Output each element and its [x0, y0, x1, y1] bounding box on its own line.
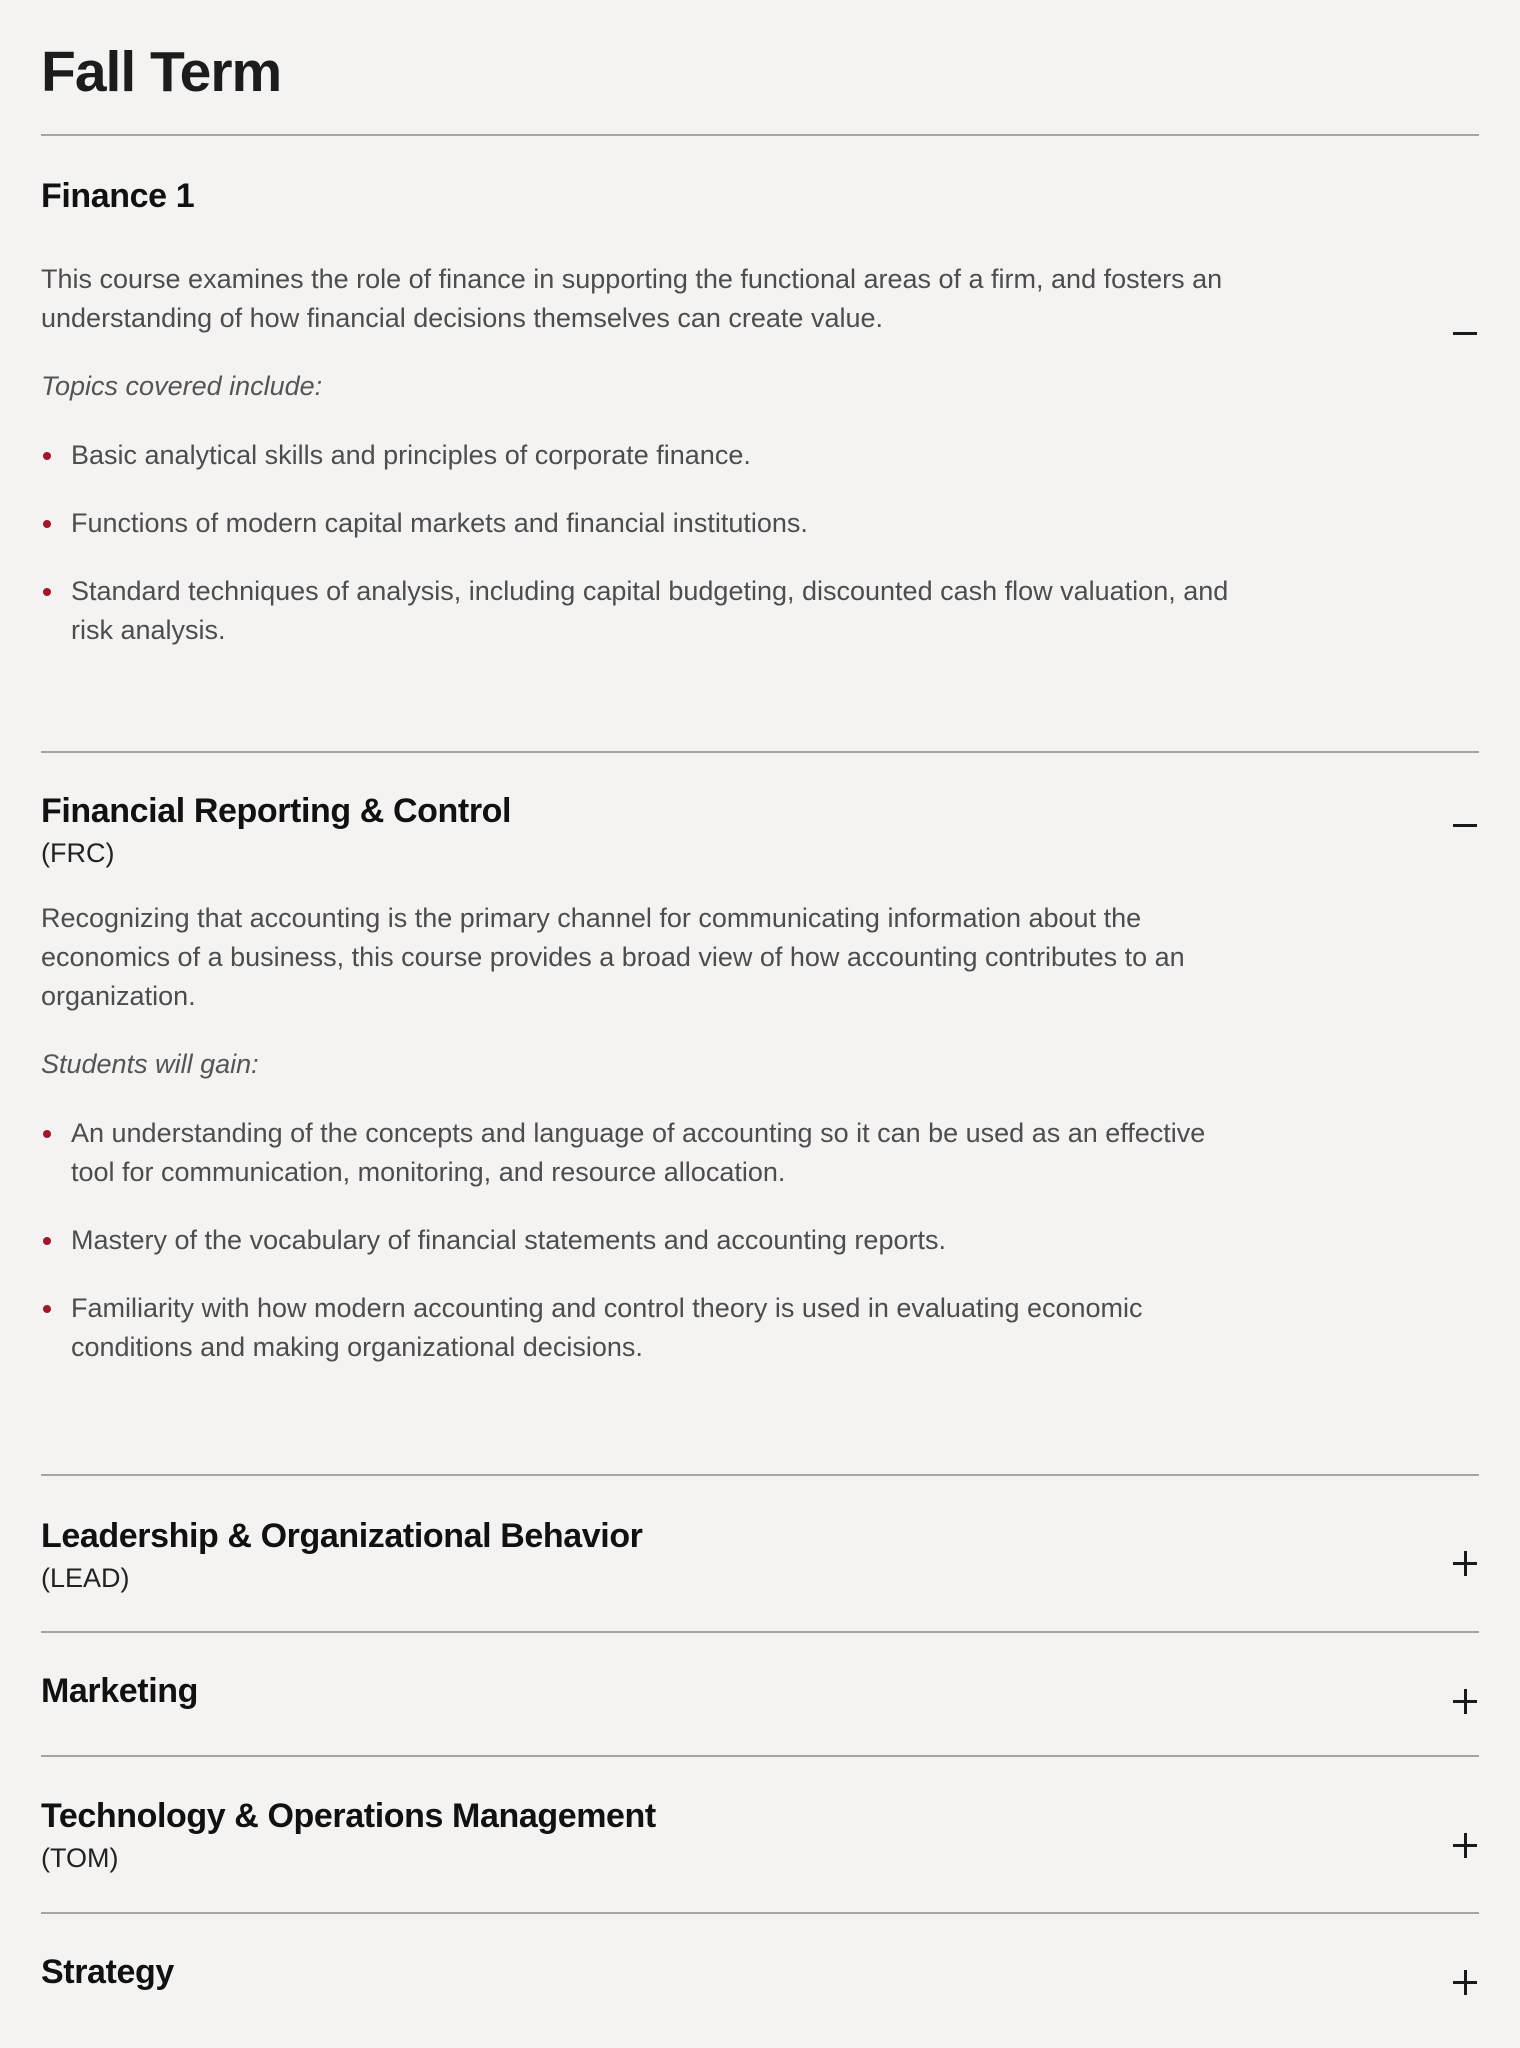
bullet-icon [43, 1305, 51, 1313]
course-header-marketing[interactable] [41, 1633, 1479, 1711]
course-technology-operations-management [41, 1757, 1479, 1912]
course-body [41, 899, 1251, 1367]
minus-icon[interactable] [1453, 321, 1479, 347]
list-item: Standard techniques of analysis, including capital budgeting, discounted cash flow valuation, and risk analysis. [41, 572, 1251, 650]
course-header-tom[interactable] [41, 1757, 1479, 1876]
course-title: Financial Reporting & Control [41, 792, 512, 830]
course-points [41, 436, 1251, 650]
course-points [41, 1114, 1251, 1367]
course-header-finance-1[interactable] [41, 136, 1479, 216]
course-description: Recognizing that accounting is the primary channel for communicating information about the economics of a business, this course provides a broad view of how accounting contributes to an organization. [41, 903, 1185, 1011]
course-header-strategy[interactable] [41, 1914, 1479, 1992]
list-item: Functions of modern capital markets and financial institutions. [41, 504, 1251, 543]
bullet-icon [43, 588, 51, 596]
bullet-icon [43, 1130, 51, 1138]
course-finance-1 [41, 136, 1479, 751]
course-strategy [41, 1914, 1479, 2024]
course-title: Strategy [41, 1953, 174, 1991]
bullet-icon [43, 452, 51, 460]
list-item: Familiarity with how modern accounting and control theory is used in evaluating economic conditions and making organizational decisions. [41, 1289, 1251, 1367]
plus-icon[interactable] [1453, 1833, 1479, 1859]
plus-icon[interactable] [1453, 1970, 1479, 1996]
course-description: This course examines the role of finance in supporting the functional areas of a firm, and fosters an understanding of how financial decisions themselves can create value. [41, 264, 1223, 333]
course-intro: Students will gain: [41, 1049, 259, 1079]
course-title: Technology & Operations Management [41, 1797, 656, 1835]
plus-icon[interactable] [1453, 1689, 1479, 1715]
bullet-icon [43, 520, 51, 528]
course-abbreviation: (FRC) [41, 838, 115, 868]
course-title: Leadership & Organizational Behavior [41, 1517, 643, 1555]
list-item: Basic analytical skills and principles of corporate finance. [41, 436, 1251, 475]
course-leadership-organizational-behavior [41, 1476, 1479, 1631]
course-header-frc[interactable] [41, 753, 1479, 871]
course-title: Finance 1 [41, 177, 195, 215]
plus-icon[interactable] [1453, 1551, 1479, 1577]
course-abbreviation: (TOM) [41, 1843, 119, 1873]
course-body [41, 260, 1251, 650]
course-title: Marketing [41, 1672, 198, 1710]
list-item: Mastery of the vocabulary of financial statements and accounting reports. [41, 1221, 1251, 1260]
course-marketing [41, 1633, 1479, 1755]
minus-icon[interactable] [1453, 813, 1479, 839]
course-abbreviation: (LEAD) [41, 1563, 130, 1593]
course-intro: Topics covered include: [41, 371, 323, 401]
list-item: An understanding of the concepts and language of accounting so it can be used as an effective tool for communication, monitoring, and resource allocation. [41, 1114, 1251, 1192]
bullet-icon [43, 1237, 51, 1245]
course-header-lead[interactable] [41, 1476, 1479, 1596]
course-financial-reporting-control [41, 753, 1479, 1474]
page-title: Fall Term [41, 40, 282, 104]
